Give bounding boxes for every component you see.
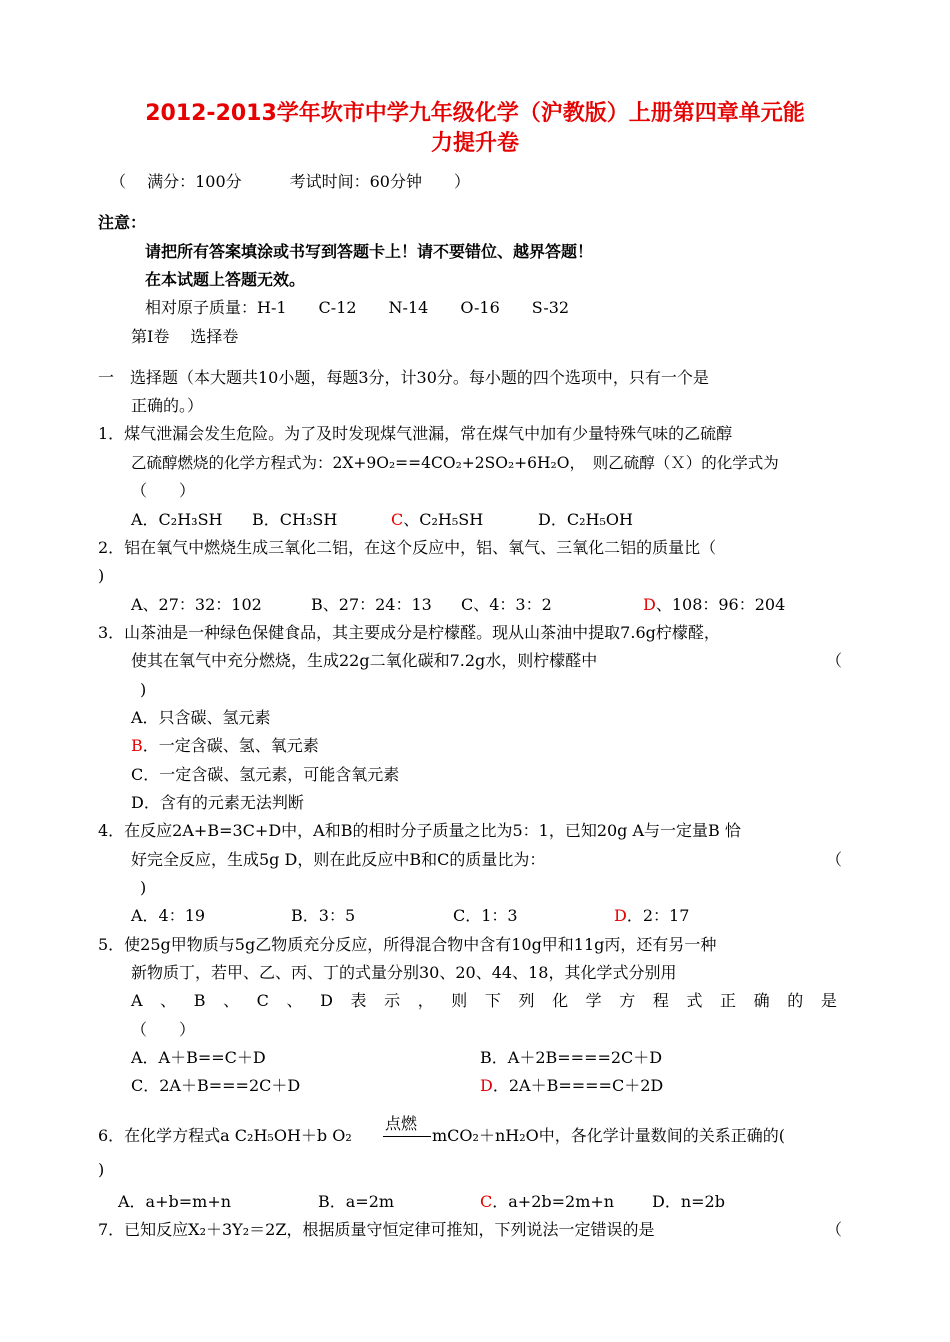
q4-line-3: ) (140, 878, 147, 897)
q6-line-1a: 6．在化学方程式a C₂H₅OH＋b O₂ (98, 1126, 352, 1145)
q5-line-3-word: 表 (350, 991, 367, 1010)
q2-line-2: ) (98, 566, 105, 585)
q6-option-a[interactable]: A．a+b=m+n (118, 1192, 232, 1211)
q1-option-d[interactable]: D．C₂H₅OH (538, 510, 633, 529)
q5-line-3-word: 列 (518, 991, 535, 1010)
exam-meta: （ 满分：100分 考试时间：60分钟 ） (110, 172, 470, 191)
q4-line-2: 好完全反应，生成5g D，则在此反应中B和C的质量比为： (131, 850, 546, 869)
q4-option-b[interactable]: B．3：5 (291, 906, 356, 925)
q6-answer-letter: C (480, 1192, 493, 1211)
q3-option-c[interactable]: C．一定含碳、氢元素，可能含氧元素 (131, 765, 400, 784)
q3-option-d[interactable]: D．含有的元素无法判断 (131, 793, 304, 812)
section-label: 第Ⅰ卷 选择卷 (131, 327, 239, 346)
q3-line-1: 3．山茶油是一种绿色保健食品，其主要成分是柠檬醛。现从山茶油中提取7.6g柠檬醛， (98, 623, 720, 642)
page-title-cont: 力提升卷 (430, 131, 519, 156)
q2-answer-letter: D (643, 595, 656, 614)
q5-line-3-word: 正 (720, 991, 737, 1010)
q5-line-3-word: 程 (652, 991, 669, 1010)
q7-line-1: 7．已知反应X₂＋3Y₂＝2Z，根据质量守恒定律可推知，下列说法一定错误的是 (98, 1220, 655, 1239)
q5-line-3-word: B (193, 991, 206, 1010)
q5-answer-letter: D (480, 1076, 493, 1095)
q5-option-d[interactable] (480, 1076, 663, 1096)
q5-line-4: （ ） (131, 1020, 196, 1039)
q7-line-1-bracket: （ (826, 1220, 843, 1239)
q5-line-2: 新物质丁，若甲、乙、丙、丁的式量分别30、20、44、18，其化学式分别用 (131, 963, 677, 982)
q5-line-3-word: A (131, 991, 143, 1010)
q4-option-d[interactable] (614, 906, 689, 926)
part1-header: 一 选择题（本大题共10小题，每题3分，计30分。每小题的四个选项中，只有一个是 (98, 368, 709, 387)
q5-line-3-word: D (320, 991, 333, 1010)
q1-option-c[interactable] (391, 510, 483, 530)
q6-option-c-text: ．a+2b=2m+n (492, 1192, 615, 1211)
notice-label: 注意： (98, 213, 147, 232)
q5-line-3-word: C (256, 991, 269, 1010)
q4-option-a[interactable]: A．4：19 (131, 906, 206, 925)
atomic-masses: 相对原子质量：H-1 C-12 N-14 O-16 S-32 (145, 298, 570, 317)
q5-line-3-word: 示 (384, 991, 401, 1010)
q1-line-1: 1．煤气泄漏会发生危险。为了及时发现煤气泄漏，常在煤气中加有少量特殊气味的乙硫醇 (98, 424, 733, 443)
q6-reaction-arrow (383, 1136, 431, 1137)
q4-answer-letter: D (614, 906, 627, 925)
q1-line-3: （ ） (131, 481, 196, 500)
q6-line-1b: mCO₂＋nH₂O中，各化学计量数间的关系正确的( (432, 1126, 785, 1145)
q5-line-3-word: 确 (753, 991, 770, 1010)
q2-option-c[interactable]: C、4：3：2 (461, 595, 552, 614)
q5-line-3-word: 方 (619, 991, 636, 1010)
q5-line-3-word: 则 (451, 991, 468, 1010)
q5-line-3-word: 、 (286, 991, 303, 1010)
q4-line-1: 4．在反应2A+B=3C+D中，A和B的相时分子质量之比为5：1，已知20g A与一定量B 恰 (98, 821, 741, 840)
q5-line-3-word: 化 (552, 991, 569, 1010)
q5-option-c[interactable]: C．2A＋B===2C＋D (131, 1076, 301, 1095)
q5-line-3-word: 、 (223, 991, 240, 1010)
q5-option-a[interactable]: A．A＋B==C＋D (131, 1048, 266, 1067)
q3-answer-letter: B (131, 736, 143, 755)
q2-option-d[interactable] (643, 595, 785, 615)
q6-option-c[interactable] (480, 1192, 614, 1212)
q1-option-a[interactable]: A．C₂H₃SH (131, 510, 223, 529)
q5-line-3-word: 、 (160, 991, 177, 1010)
q3-line-3: ) (140, 680, 147, 699)
q4-option-d-text: ．2：17 (626, 906, 690, 925)
page-title: 2012-2013学年坎市中学九年级化学（沪教版）上册第四章单元能 (145, 101, 805, 126)
q1-answer-letter: C (391, 510, 404, 529)
q1-option-b[interactable]: B．CH₃SH (252, 510, 338, 529)
q6-option-d[interactable]: D．n=2b (652, 1192, 725, 1211)
q3-line-2: 使其在氧气中充分燃烧，生成22g二氧化碳和7.2g水，则柠檬醛中 (131, 651, 598, 670)
q3-option-b-text: ．一定含碳、氢、氧元素 (142, 736, 319, 755)
q5-option-d-text: ．2A＋B====C＋2D (492, 1076, 664, 1095)
q1-line-2: 乙硫醇燃烧的化学方程式为：2X+9O₂==4CO₂+2SO₂+6H₂O， 则乙硫醇（Ｘ）的化学式为 (131, 454, 779, 472)
q2-option-b[interactable]: B、27：24：13 (311, 595, 432, 614)
q3-option-a[interactable]: A．只含碳、氢元素 (131, 708, 271, 727)
q5-line-3-word: 是 (820, 991, 837, 1010)
q5-line-3 (131, 991, 837, 1011)
q3-option-b[interactable] (131, 736, 319, 756)
q5-line-3-word: 的 (787, 991, 804, 1010)
q6-option-b[interactable]: B．a=2m (318, 1192, 395, 1211)
part1-header-cont: 正确的。） (131, 396, 204, 415)
q2-option-d-text: 、108：96：204 (655, 595, 786, 614)
q2-line-1: 2．铝在氧气中燃烧生成三氧化二铝，在这个反应中，铝、氧气、三氧化二铝的质量比（ (98, 538, 717, 557)
notice-line-1: 请把所有答案填涂或书写到答题卡上！请不要错位、越界答题！ (145, 242, 594, 261)
q5-option-b[interactable]: B．A＋2B====2C＋D (480, 1048, 663, 1067)
q5-line-1: 5．使25g甲物质与5g乙物质充分反应，所得混合物中含有10g甲和11g丙，还有另一种 (98, 935, 717, 954)
notice-line-2: 在本试题上答题无效。 (145, 270, 306, 289)
q4-option-c[interactable]: C．1：3 (453, 906, 518, 925)
q2-option-a[interactable]: A、27：32：102 (131, 595, 262, 614)
q6-condition-label: 点燃 (385, 1114, 418, 1133)
q5-line-3-word: 式 (686, 991, 703, 1010)
q3-line-2-bracket: （ (826, 651, 843, 670)
q5-line-3-word: ， (417, 991, 434, 1010)
q5-line-3-word: 学 (585, 991, 602, 1010)
q1-option-c-text: 、C₂H₅SH (403, 510, 484, 529)
q6-line-2: ) (98, 1160, 105, 1179)
q5-line-3-word: 下 (484, 991, 501, 1010)
q4-line-2-bracket: （ (826, 850, 843, 869)
